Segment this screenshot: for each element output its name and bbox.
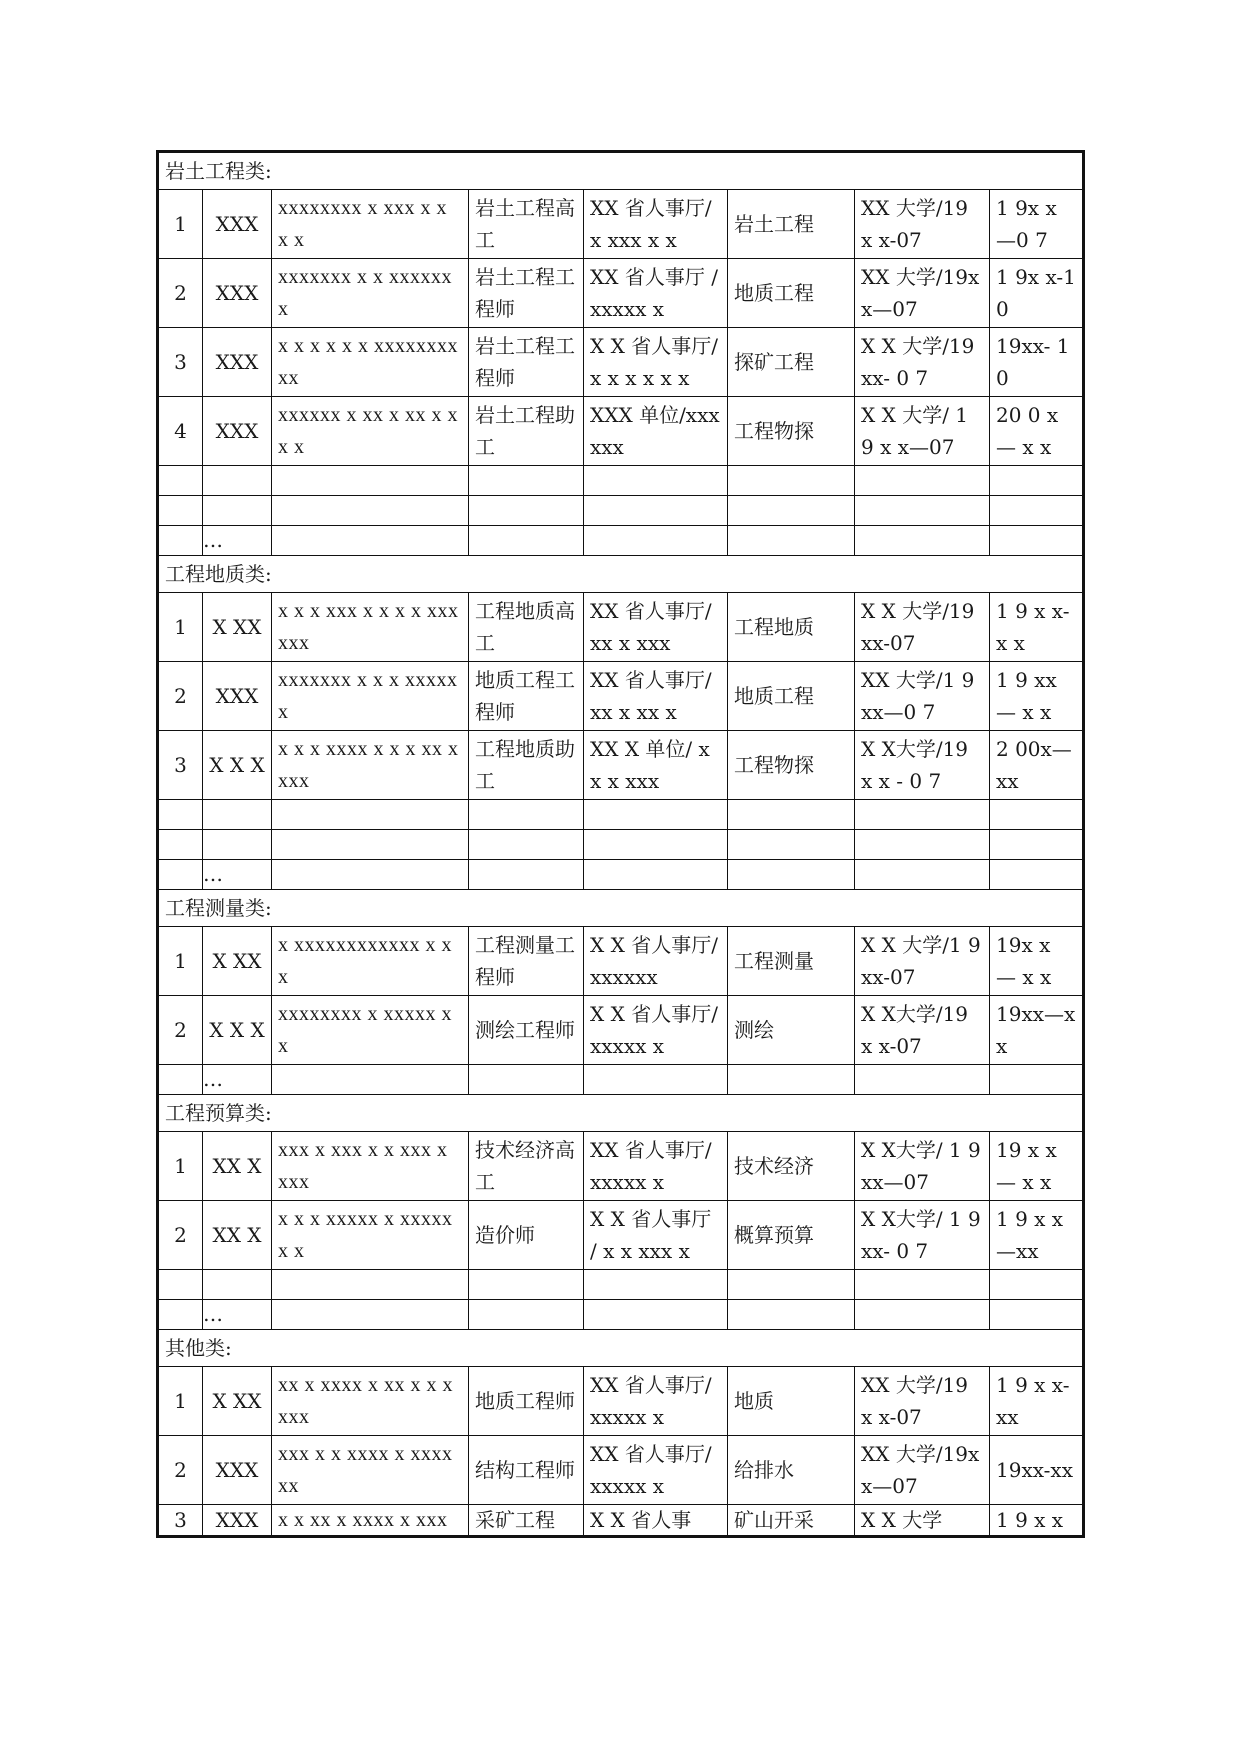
cell-cert: 工程地质助工: [469, 731, 584, 800]
blank-cell: [158, 1300, 203, 1330]
blank-cell: [990, 1065, 1084, 1095]
cell-issuer: XX 省人事厅/xx x xxx: [584, 593, 728, 662]
cell-major: 概算预算: [728, 1201, 855, 1270]
cell-name: X X X: [203, 731, 272, 800]
cell-cert: 岩土工程工程师: [469, 328, 584, 397]
cell-date: 19xx- 1 0: [990, 328, 1084, 397]
blank-cell: [158, 466, 203, 496]
blank-cell: [728, 830, 855, 860]
cell-school: XX 大学/19 x x-07: [855, 1367, 990, 1436]
blank-cell: [469, 526, 584, 556]
cell-issuer: XX 省人事厅/ x xxx x x: [584, 190, 728, 259]
cell-issuer: X X 省人事厅 / x x xxx x: [584, 1201, 728, 1270]
cell-cert: 地质工程师: [469, 1367, 584, 1436]
blank-cell: [584, 466, 728, 496]
table-row: [158, 1132, 1084, 1201]
blank-cell: [990, 466, 1084, 496]
cell-name: XXX: [203, 1505, 272, 1537]
section-header-row: [158, 1095, 1084, 1132]
cell-date: 1 9 x x—xx: [990, 1201, 1084, 1270]
cell-school: XX 大学/19xx—07: [855, 1436, 990, 1505]
cell-no: 1: [158, 1367, 203, 1436]
blank-cell: [990, 526, 1084, 556]
table-row: [158, 1436, 1084, 1505]
cell-major: 岩土工程: [728, 190, 855, 259]
blank-cell: [855, 1065, 990, 1095]
section-header-row: [158, 556, 1084, 593]
blank-cell: [990, 800, 1084, 830]
cell-name: XX X: [203, 1201, 272, 1270]
cell-id: x x xx x xxxx x xxx: [272, 1505, 469, 1537]
cell-major: 工程物探: [728, 397, 855, 466]
cell-no: 2: [158, 662, 203, 731]
blank-cell: [272, 1300, 469, 1330]
cell-date: 1 9 x x: [990, 1505, 1084, 1537]
cell-no: 1: [158, 593, 203, 662]
cell-issuer: XX 省人事厅/xxxxx x: [584, 1436, 728, 1505]
blank-cell: [584, 1065, 728, 1095]
cell-major: 技术经济: [728, 1132, 855, 1201]
blank-cell: [584, 860, 728, 890]
cell-name: XXX: [203, 328, 272, 397]
table-row: [158, 996, 1084, 1065]
cell-name: X X X: [203, 996, 272, 1065]
cell-issuer: X X 省人事厅/xxxxx x: [584, 996, 728, 1065]
cell-major: 探矿工程: [728, 328, 855, 397]
blank-cell: [203, 830, 272, 860]
cell-id: x x x xxxxx x xxxxx x x: [272, 1201, 469, 1270]
cell-school: X X大学/19 x x-07: [855, 996, 990, 1065]
blank-cell: [728, 466, 855, 496]
cell-school: X X 大学/19xx- 0 7: [855, 328, 990, 397]
cell-school: X X 大学/19xx-07: [855, 593, 990, 662]
cell-school: X X大学/ 1 9xx- 0 7: [855, 1201, 990, 1270]
blank-cell: [855, 800, 990, 830]
blank-cell: [158, 860, 203, 890]
cell-no: 2: [158, 1201, 203, 1270]
cell-name: XXX: [203, 1436, 272, 1505]
section-header-row: [158, 1330, 1084, 1367]
blank-cell: [272, 1270, 469, 1300]
blank-cell: [272, 466, 469, 496]
cell-date: 20 0 x— x x: [990, 397, 1084, 466]
table-row: [158, 1505, 1084, 1537]
blank-row: [158, 466, 1084, 496]
cell-id: xxx x x xxxx x xxxxxx: [272, 1436, 469, 1505]
cell-cert: 岩土工程高工: [469, 190, 584, 259]
personnel-table: [156, 150, 1085, 1538]
blank-cell: [855, 860, 990, 890]
table-row: [158, 662, 1084, 731]
cell-major: 矿山开采: [728, 1505, 855, 1537]
cell-issuer: X X 省人事厅/xxxxxx: [584, 927, 728, 996]
blank-cell: [584, 496, 728, 526]
cell-major: 工程物探: [728, 731, 855, 800]
cell-issuer: X X 省人事: [584, 1505, 728, 1537]
blank-cell: [272, 830, 469, 860]
table-row: [158, 328, 1084, 397]
blank-cell: [203, 466, 272, 496]
section-header-row: [158, 890, 1084, 927]
cell-major: 给排水: [728, 1436, 855, 1505]
cell-cert: 测绘工程师: [469, 996, 584, 1065]
blank-cell: [469, 1065, 584, 1095]
ellipsis-row: [158, 860, 1084, 890]
cell-school: X X大学/19 x x - 0 7: [855, 731, 990, 800]
blank-cell: [469, 496, 584, 526]
cell-name: XXX: [203, 662, 272, 731]
cell-school: X X 大学: [855, 1505, 990, 1537]
blank-cell: [272, 526, 469, 556]
cell-issuer: XX 省人事厅 / xxxxx x: [584, 259, 728, 328]
blank-cell: [728, 526, 855, 556]
blank-cell: [272, 800, 469, 830]
ellipsis-row: [158, 1065, 1084, 1095]
blank-cell: [584, 1270, 728, 1300]
cell-date: 2 00x—xx: [990, 731, 1084, 800]
table-row: [158, 1367, 1084, 1436]
blank-cell: [855, 830, 990, 860]
blank-cell: [855, 1300, 990, 1330]
table-row: [158, 259, 1084, 328]
cell-date: 1 9 xx— x x: [990, 662, 1084, 731]
blank-cell: [990, 1270, 1084, 1300]
blank-cell: [990, 830, 1084, 860]
ellipsis-marker: …: [203, 860, 272, 890]
blank-cell: [855, 1270, 990, 1300]
ellipsis-marker: …: [203, 1300, 272, 1330]
cell-cert: 工程地质高工: [469, 593, 584, 662]
blank-cell: [158, 830, 203, 860]
cell-issuer: XX 省人事厅/xxxxx x: [584, 1367, 728, 1436]
cell-id: xxxxxx x xx x xx x xx x: [272, 397, 469, 466]
section-title: 工程地质类:: [158, 556, 1084, 593]
blank-row: [158, 496, 1084, 526]
blank-cell: [584, 526, 728, 556]
blank-cell: [272, 1065, 469, 1095]
table-row: [158, 731, 1084, 800]
blank-cell: [158, 526, 203, 556]
cell-date: 19xx-xx: [990, 1436, 1084, 1505]
cell-school: XX 大学/19 x x-07: [855, 190, 990, 259]
cell-id: x x x x x x xxxxxxxxxx: [272, 328, 469, 397]
cell-no: 2: [158, 259, 203, 328]
table-row: [158, 593, 1084, 662]
section-title: 工程测量类:: [158, 890, 1084, 927]
blank-cell: [158, 496, 203, 526]
cell-name: XXX: [203, 259, 272, 328]
blank-cell: [728, 800, 855, 830]
table-row: [158, 190, 1084, 259]
cell-name: XXX: [203, 190, 272, 259]
blank-cell: [990, 496, 1084, 526]
cell-major: 工程地质: [728, 593, 855, 662]
cell-issuer: XX X 单位/ x x x xxx: [584, 731, 728, 800]
cell-cert: 工程测量工程师: [469, 927, 584, 996]
cell-name: X XX: [203, 593, 272, 662]
cell-date: 19xx—xx: [990, 996, 1084, 1065]
blank-cell: [728, 1270, 855, 1300]
blank-row: [158, 1270, 1084, 1300]
blank-cell: [728, 1300, 855, 1330]
cell-id: xxxxxxx x x xxxxxx x: [272, 259, 469, 328]
blank-cell: [990, 860, 1084, 890]
cell-no: 2: [158, 996, 203, 1065]
cell-issuer: XX 省人事厅/xxxxx x: [584, 1132, 728, 1201]
blank-cell: [469, 860, 584, 890]
cell-cert: 采矿工程: [469, 1505, 584, 1537]
cell-date: 1 9x x-10: [990, 259, 1084, 328]
cell-issuer: XXX 单位/xxxxxx: [584, 397, 728, 466]
cell-no: 3: [158, 328, 203, 397]
blank-cell: [272, 496, 469, 526]
cell-school: X X 大学/1 9 xx-07: [855, 927, 990, 996]
cell-date: 19x x — x x: [990, 927, 1084, 996]
section-title: 工程预算类:: [158, 1095, 1084, 1132]
cell-no: 1: [158, 1132, 203, 1201]
blank-cell: [728, 860, 855, 890]
cell-cert: 岩土工程助工: [469, 397, 584, 466]
blank-cell: [855, 466, 990, 496]
cell-cert: 技术经济高工: [469, 1132, 584, 1201]
blank-cell: [855, 526, 990, 556]
cell-name: XX X: [203, 1132, 272, 1201]
blank-cell: [469, 1300, 584, 1330]
cell-major: 地质工程: [728, 259, 855, 328]
blank-cell: [990, 1300, 1084, 1330]
cell-cert: 地质工程工程师: [469, 662, 584, 731]
cell-no: 1: [158, 927, 203, 996]
cell-school: X X大学/ 1 9xx—07: [855, 1132, 990, 1201]
cell-name: X XX: [203, 927, 272, 996]
table-row: [158, 397, 1084, 466]
table-row: [158, 927, 1084, 996]
cell-id: xxxxxxxx x xxxxx x x: [272, 996, 469, 1065]
cell-id: x xxxxxxxxxxxx x xx: [272, 927, 469, 996]
cell-issuer: XX 省人事厅/xx x xx x: [584, 662, 728, 731]
cell-school: X X 大学/ 1 9 x x—07: [855, 397, 990, 466]
cell-no: 4: [158, 397, 203, 466]
blank-cell: [203, 800, 272, 830]
blank-cell: [203, 1270, 272, 1300]
blank-cell: [158, 800, 203, 830]
cell-major: 地质工程: [728, 662, 855, 731]
blank-cell: [855, 496, 990, 526]
cell-no: 3: [158, 731, 203, 800]
table-row: [158, 1201, 1084, 1270]
blank-cell: [203, 496, 272, 526]
cell-id: xxxxxxxx x xxx x x x x: [272, 190, 469, 259]
blank-cell: [584, 830, 728, 860]
cell-id: x x x xxx x x x x xxxxxx: [272, 593, 469, 662]
cell-id: xxx x xxx x x xxx x xxx: [272, 1132, 469, 1201]
cell-issuer: X X 省人事厅/ x x x x x x: [584, 328, 728, 397]
ellipsis-marker: …: [203, 526, 272, 556]
cell-date: 1 9 x x- x x: [990, 593, 1084, 662]
ellipsis-row: [158, 1300, 1084, 1330]
blank-cell: [469, 1270, 584, 1300]
blank-cell: [728, 1065, 855, 1095]
cell-date: 19 x x— x x: [990, 1132, 1084, 1201]
cell-id: xx x xxxx x xx x x xxxx: [272, 1367, 469, 1436]
cell-school: XX 大学/1 9 xx—0 7: [855, 662, 990, 731]
cell-major: 工程测量: [728, 927, 855, 996]
blank-cell: [469, 830, 584, 860]
cell-id: x x x xxxx x x x xx x xxx: [272, 731, 469, 800]
section-header-row: [158, 152, 1084, 190]
section-title: 岩土工程类:: [158, 152, 1084, 190]
cell-no: 2: [158, 1436, 203, 1505]
cell-cert: 结构工程师: [469, 1436, 584, 1505]
blank-row: [158, 830, 1084, 860]
cell-school: XX 大学/19xx—07: [855, 259, 990, 328]
cell-cert: 岩土工程工程师: [469, 259, 584, 328]
cell-no: 1: [158, 190, 203, 259]
cell-cert: 造价师: [469, 1201, 584, 1270]
blank-cell: [728, 496, 855, 526]
cell-id: xxxxxxx x x x xxxxxx: [272, 662, 469, 731]
blank-cell: [158, 1270, 203, 1300]
blank-cell: [272, 860, 469, 890]
ellipsis-marker: …: [203, 1065, 272, 1095]
cell-name: XXX: [203, 397, 272, 466]
cell-major: 测绘: [728, 996, 855, 1065]
cell-name: X XX: [203, 1367, 272, 1436]
cell-major: 地质: [728, 1367, 855, 1436]
blank-cell: [158, 1065, 203, 1095]
blank-row: [158, 800, 1084, 830]
blank-cell: [584, 800, 728, 830]
section-title: 其他类:: [158, 1330, 1084, 1367]
cell-date: 1 9 x x-xx: [990, 1367, 1084, 1436]
cell-no: 3: [158, 1505, 203, 1537]
blank-cell: [469, 800, 584, 830]
ellipsis-row: [158, 526, 1084, 556]
blank-cell: [584, 1300, 728, 1330]
blank-cell: [469, 466, 584, 496]
cell-date: 1 9x x—0 7: [990, 190, 1084, 259]
